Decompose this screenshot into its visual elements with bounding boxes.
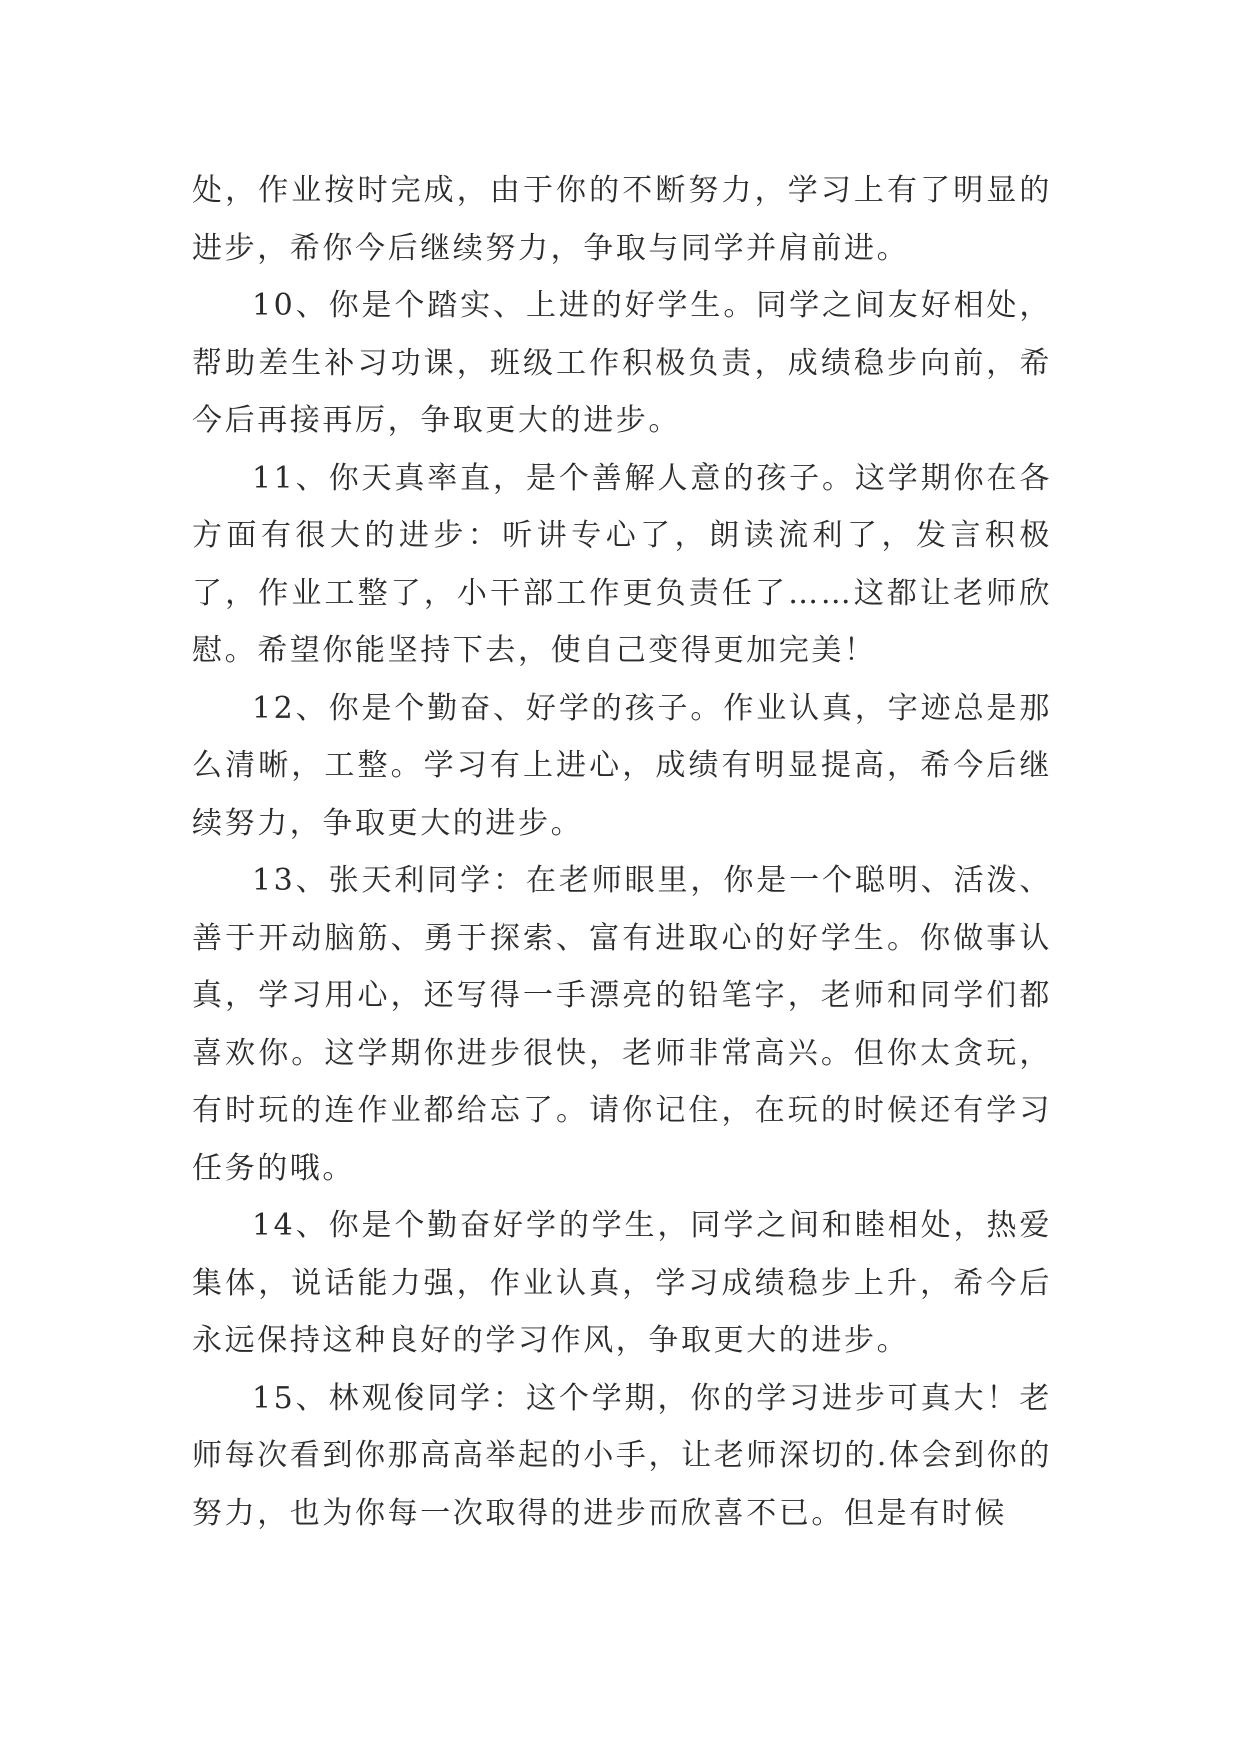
paragraph-comment-15: 15、林观俊同学：这个学期，你的学习进步可真大！老师每次看到你那高高举起的小手，让老师深切的.体会到你的努力，也为你每一次取得的进步而欣喜不已。但是有时候: [192, 1380, 1052, 1531]
document-body: [192, 162, 1052, 1542]
paragraph-comment-10: 10、你是个踏实、上进的好学生。同学之间友好相处，帮助差生补习功课，班级工作积极负责，成绩稳步向前，希今后再接再厉，争取更大的进步。: [192, 288, 1052, 438]
paragraph-comment-11: 11、你天真率直，是个善解人意的孩子。这学期你在各方面有很大的进步：听讲专心了，朗读流利了，发言积极了，作业工整了，小干部工作更负责任了……这都让老师欣慰。希望你能坚持下去，使自己变得更加完美！: [192, 460, 1052, 668]
paragraph-comment-12: 12、你是个勤奋、好学的孩子。作业认真，字迹总是那么清晰，工整。学习有上进心，成绩有明显提高，希今后继续努力，争取更大的进步。: [192, 690, 1052, 841]
paragraph-continuation: 处，作业按时完成，由于你的不断努力，学习上有了明显的进步，希你今后继续努力，争取与同学并肩前进。: [192, 173, 1052, 266]
paragraph-comment-13: 13、张天利同学：在老师眼里，你是一个聪明、活泼、善于开动脑筋、勇于探索、富有进取心的好学生。你做事认真，学习用心，还写得一手漂亮的铅笔字，老师和同学们都喜欢你。这学期你进步很快，老师非常高兴。但你太贪玩，有时玩的连作业都给忘了。请你记住，在玩的时候还有学习任务的哦。: [192, 863, 1052, 1186]
paragraph-comment-14: 14、你是个勤奋好学的学生，同学之间和睦相处，热爱集体，说话能力强，作业认真，学习成绩稳步上升，希今后永远保持这种良好的学习作风，争取更大的进步。: [192, 1208, 1052, 1358]
